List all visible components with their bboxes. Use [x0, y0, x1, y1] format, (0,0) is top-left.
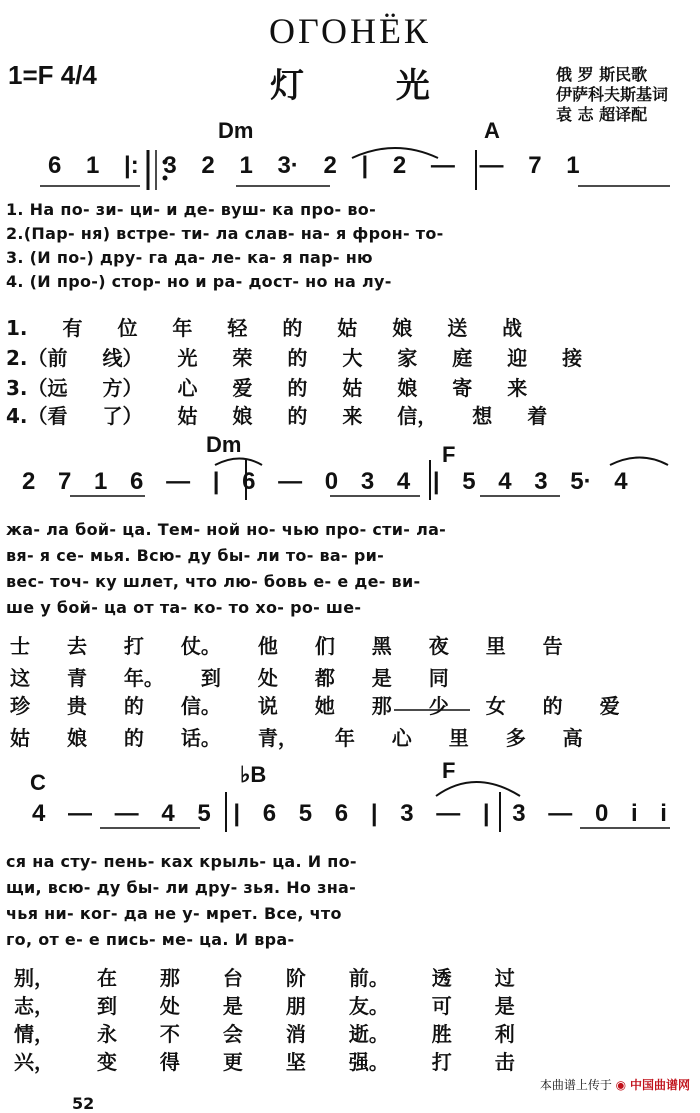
chord-symbol: C: [30, 770, 46, 795]
watermark-prefix: 本曲谱上传于: [539, 1078, 612, 1092]
chord-symbol: F: [442, 442, 456, 467]
lyric-cn-verse-2: 这 青 年。 到 处 都 是 同: [10, 666, 449, 690]
site-brand: 中国曲谱网: [629, 1078, 690, 1092]
site-logo-icon: ◉: [615, 1078, 627, 1092]
lyric-cn-verse-1: 1. 有 位 年 轻 的 姑 娘 送 战: [6, 316, 523, 340]
notation-line: 4 — — 4 5 | 6 5 6 | 3 — | 3 — 0 i i: [32, 800, 667, 827]
lyric-ru-verse-4: 4. (И про-) стор- но и ра- дост- но на лу-: [6, 272, 392, 291]
chord-symbol: F: [442, 758, 456, 783]
notation-line: 2 7 1 6 — | 6 — 0 3 4 | 5 4 3 5· 4: [22, 468, 628, 495]
tie: [215, 459, 262, 466]
lyric-ru-verse-1: 1. На по- зи- ци- и де- вуш- ка про- во-: [6, 200, 377, 219]
lyric-cn-verse-2: 2.（前 线） 光 荣 的 大 家 庭 迎 接: [6, 346, 583, 370]
credit-translator: 袁 志 超译配: [556, 105, 648, 124]
credit-origin: 俄 罗 斯民歌: [556, 65, 648, 84]
song-title-chinese: 灯 光: [270, 66, 470, 106]
notation-line: 6 1 |: 3 2 1 3· 2 | 2 — — 7 1: [48, 152, 580, 179]
lyric-cn-verse-3: 珍 贵 的 信。 说 她 那 少 女 的 爱: [10, 694, 620, 718]
lyric-cn-verse-4: 4.（看 了） 姑 娘 的 来 信， 想 着: [6, 404, 548, 428]
lyric-cn-verse-1: 士 去 打 仗。 他 们 黑 夜 里 告: [10, 634, 563, 658]
page-number: 52: [72, 1094, 95, 1113]
lyric-ru-verse-2: вя- я се- мья. Всю- ду бы- ли то- ва- ри-: [6, 546, 385, 565]
slur: [610, 458, 668, 466]
lyric-ru-verse-1: жа- ла бой- ца. Тем- ной но- чью про- сти- ла-: [6, 520, 447, 539]
credit-lyricist: 伊萨科夫斯基词: [556, 85, 669, 104]
key-signature: 1=F 4/4: [8, 60, 97, 90]
upload-watermark[interactable]: [540, 1076, 690, 1093]
lyric-ru-verse-1: ся на сту- пень- ках крыль- ца. И по-: [6, 852, 357, 871]
lyric-ru-verse-3: чья ни- ког- да не у- мрет. Все, что: [6, 904, 342, 923]
chord-symbol: A: [484, 118, 500, 143]
chord-symbol: Dm: [218, 118, 254, 143]
song-title-russian: ОГОНЁК: [269, 11, 431, 51]
lyric-ru-verse-4: ше у бой- ца от та- ко- то хо- ро- ше-: [6, 598, 362, 617]
tie: [436, 782, 520, 796]
lyric-ru-verse-4: го, от е- е пись- ме- ца. И вра-: [6, 930, 295, 949]
chord-symbol: ♭B: [240, 762, 267, 787]
lyric-ru-verse-2: щи, всю- ду бы- ли дру- зья. Но зна-: [6, 878, 357, 897]
lyric-cn-verse-4: 兴， 变 得 更 坚 强。 打 击: [14, 1050, 515, 1074]
lyric-cn-verse-2: 志， 到 处 是 朋 友。 可 是: [14, 994, 515, 1018]
lyric-ru-verse-2: 2.(Пар- ня) встре- ти- ла слав- на- я фрон- то-: [6, 224, 444, 243]
lyric-cn-verse-4: 姑 娘 的 话。 青， 年 心 里 多 高: [10, 726, 583, 750]
lyric-ru-verse-3: 3. (И по-) дру- га да- ле- ка- я пар- ню: [6, 248, 373, 267]
chord-symbol: Dm: [206, 432, 242, 457]
lyric-ru-verse-3: вес- точ- ку шлет, что лю- бовь е- е де- ви-: [6, 572, 421, 591]
lyric-cn-verse-1: 别， 在 那 台 阶 前。 透 过: [14, 966, 515, 990]
lyric-cn-verse-3: 3.（远 方） 心 爱 的 姑 娘 寄 来: [6, 376, 528, 400]
lyric-cn-verse-3: 情， 永 不 会 消 逝。 胜 利: [14, 1022, 515, 1046]
